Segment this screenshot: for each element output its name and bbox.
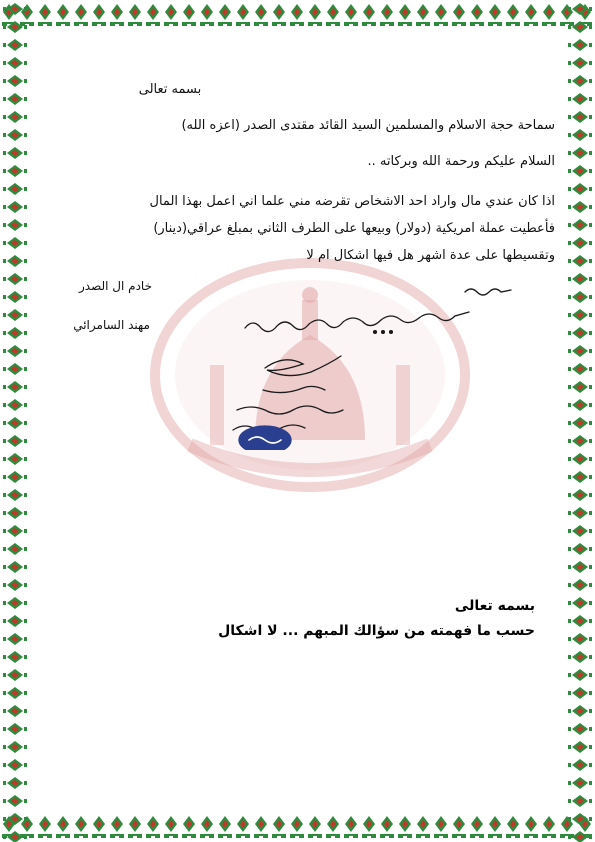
answer-text: حسب ما فهمته من سؤالك المبهم ... لا اشكال xyxy=(218,623,535,639)
page-border-top xyxy=(0,0,595,30)
letter-body-line: فأعطيت عملة امريكية (دولار) وبيعها على الطرف الثاني بمبلغ عراقي(دينار) xyxy=(153,221,555,236)
letter-heading: بسمه تعالى xyxy=(138,82,202,97)
page-border-right xyxy=(565,0,595,842)
letter-body-line: وتقسيطها على عدة اشهر هل فيها اشكال ام لا xyxy=(306,248,555,263)
answer-heading: بسمه تعالى xyxy=(454,598,535,614)
handwritten-reply-signature-icon xyxy=(215,280,545,450)
page-border-bottom xyxy=(0,812,595,842)
letter-addressee: سماحة حجة الاسلام والمسلمين السيد القائد مقتدى الصدر (اعزه الله) xyxy=(181,118,555,133)
sender-title: خادم ال الصدر xyxy=(78,279,152,293)
sender-name: مهند السامرائي xyxy=(73,318,150,332)
letter-body xyxy=(85,188,555,269)
page-border-left xyxy=(0,0,30,842)
letter-body-line: اذا كان عندي مال واراد احد الاشخاص تقرضه مني علما اني اعمل بهذا المال xyxy=(149,194,555,209)
letter-greeting: السلام عليكم ورحمة الله وبركاته .. xyxy=(367,154,555,169)
